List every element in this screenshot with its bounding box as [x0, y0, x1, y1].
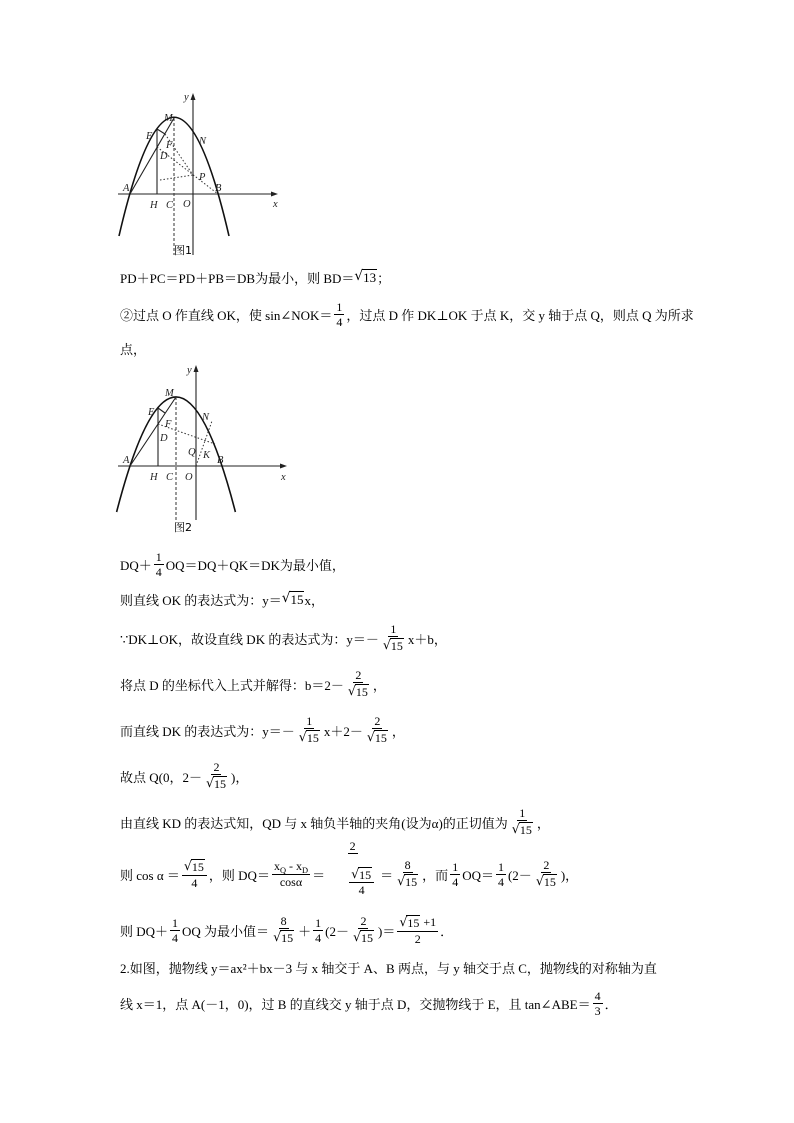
- square-root: [367, 730, 388, 745]
- x-axis-arrow: [280, 464, 287, 469]
- radicand: √ 15: [374, 731, 387, 746]
- text-segment: 则 DQ＋: [120, 923, 169, 939]
- text-segment: 则直线 OK 的表达式为：y＝: [120, 592, 282, 608]
- fraction-denominator: [365, 729, 390, 745]
- text-segment: ②过点 O 作直线 OK，使 sin∠NOK＝: [120, 307, 333, 323]
- fraction-denominator: [327, 854, 378, 909]
- fraction-numerator: [182, 859, 207, 876]
- label-a: A: [123, 183, 130, 194]
- label-m: M: [165, 388, 174, 399]
- fraction-denominator: 4: [497, 874, 504, 889]
- label-b: B: [215, 183, 222, 194]
- subscript: Q: [279, 866, 287, 876]
- text-segment: 则 cos α ＝: [120, 867, 180, 883]
- label-e: E: [146, 131, 153, 142]
- fraction-denominator: 4: [336, 314, 343, 329]
- fraction: [351, 915, 376, 945]
- label-x: x: [273, 199, 278, 210]
- fraction-numerator: [349, 867, 374, 884]
- solution-line-6: [120, 615, 447, 661]
- radicand: √ 15: [405, 875, 418, 890]
- fraction-numerator: 8: [280, 914, 287, 929]
- fraction: [510, 807, 535, 837]
- variable-x: x: [296, 859, 303, 874]
- fraction-numerator: [272, 860, 310, 874]
- figure-1-caption: 图1: [174, 244, 192, 257]
- segment-cp-dotted: [160, 175, 193, 180]
- square-root: [397, 874, 418, 889]
- subscript: D: [302, 866, 309, 876]
- fraction: [346, 669, 371, 699]
- radicand: √ 15: [360, 931, 373, 946]
- label-f: F: [166, 140, 173, 151]
- fraction: [170, 917, 180, 944]
- square-root: [354, 269, 377, 285]
- radicand: √ 15: [281, 931, 294, 946]
- figure-1-parabola-diagram: [115, 88, 290, 263]
- radicand: √ 15: [306, 731, 319, 746]
- square-root: [353, 930, 374, 945]
- fraction-denominator: 4: [358, 883, 365, 898]
- fraction: [272, 860, 310, 887]
- text-segment: 由直线 KD 的表达式知，QD 与 x 轴负半轴的夹角(设为α)的正切值为: [120, 815, 508, 831]
- fraction: [182, 859, 207, 889]
- label-a: A: [123, 455, 130, 466]
- fraction-numerator: [397, 915, 438, 932]
- fraction-numerator: 1: [315, 915, 322, 930]
- fraction: [334, 301, 344, 328]
- text-segment: ＝: [380, 867, 394, 883]
- text-segment: ∵DK⊥OK，故设直线 DK 的表达式为：y＝－: [120, 631, 379, 647]
- y-axis-arrow: [191, 93, 196, 100]
- text-segment: 而直线 DK 的表达式为：y＝－: [120, 723, 295, 739]
- label-q: Q: [188, 447, 196, 458]
- text-segment: (2－: [325, 923, 349, 939]
- operator: -: [286, 859, 297, 874]
- label-x: x: [281, 472, 286, 483]
- fraction-numerator: 1: [519, 806, 526, 821]
- text-segment: 点，: [120, 341, 147, 357]
- radicand: √ 15: [355, 685, 368, 700]
- text-segment: ，过点 D 作 DK⊥OK 于点 K，交 y 轴于点 Q，则点 Q 为所求: [346, 307, 694, 323]
- fraction-numerator: 1: [172, 915, 179, 930]
- fraction: [154, 551, 164, 578]
- radicand: √ 13: [363, 270, 377, 286]
- fraction-denominator: 4: [191, 875, 198, 890]
- text-segment: 将点 D 的坐标代入上式并解得：b＝2－: [120, 677, 344, 693]
- fraction-denominator: 2: [414, 931, 421, 946]
- compound-fraction: [327, 840, 378, 909]
- text-segment: ；: [377, 270, 391, 286]
- fraction-numerator: 2: [543, 858, 550, 873]
- text-segment: ．: [440, 923, 454, 939]
- text-segment: x＋b，: [407, 631, 447, 647]
- fraction: [313, 917, 323, 944]
- radicand: √ 15: [290, 592, 304, 608]
- fraction-denominator: [204, 775, 229, 791]
- fraction-numerator: 2: [374, 714, 381, 729]
- fraction: [271, 915, 296, 945]
- fraction: [365, 715, 390, 745]
- square-root: [299, 730, 320, 745]
- fraction-denominator: cosα: [279, 874, 303, 889]
- label-h: H: [150, 200, 158, 211]
- text-segment: ＝: [312, 867, 326, 883]
- square-root: [273, 930, 294, 945]
- text-segment: 线 x＝1，点 A(－1，0)，过 B 的直线交 y 轴于点 D，交抛物线于 E，且 tan∠ABE＝: [120, 996, 591, 1012]
- label-b: B: [217, 455, 224, 466]
- label-e: E: [148, 407, 155, 418]
- fraction: [593, 990, 603, 1017]
- text-segment: (2－: [507, 867, 532, 883]
- text-segment: )，: [560, 867, 579, 883]
- segment-ef: [157, 129, 165, 134]
- radicand: √ 15: [191, 860, 204, 875]
- label-d: D: [160, 151, 168, 162]
- fraction-numerator: 1: [497, 859, 504, 874]
- figure-2-caption: 图2: [174, 521, 192, 534]
- solution-line-8: [120, 707, 405, 753]
- square-root: [282, 591, 305, 607]
- square-root: [536, 874, 557, 889]
- label-c: C: [166, 472, 174, 483]
- fraction: [450, 861, 460, 888]
- variable-x: x: [273, 859, 280, 874]
- fraction-denominator: [297, 729, 322, 745]
- figure-2-parabola-diagram: [115, 360, 295, 535]
- fraction-denominator: [346, 683, 371, 699]
- radicand: √ 15: [407, 916, 420, 931]
- fraction: [381, 623, 406, 653]
- square-root: [206, 776, 227, 791]
- fraction: [496, 861, 506, 888]
- radicand: √ 15: [214, 777, 226, 792]
- text-segment: 2.如图，抛物线 y＝ax²＋bx－3 与 x 轴交于 A、B 两点，与 y 轴交于点 C，抛物线的对称轴为直: [120, 960, 657, 976]
- y-axis-arrow: [194, 365, 199, 372]
- fraction-denominator: [395, 873, 420, 889]
- text-segment: ．: [604, 996, 618, 1012]
- square-root: [399, 915, 420, 930]
- fraction: [395, 859, 420, 889]
- fraction: [297, 715, 322, 745]
- fraction-numerator: 8: [404, 858, 411, 873]
- label-h: H: [150, 472, 158, 483]
- text-segment: 故点 Q(0，2－: [120, 769, 202, 785]
- solution-line-2: [120, 291, 694, 337]
- fraction-numerator: 1: [452, 859, 459, 874]
- text-segment: )，: [231, 769, 249, 785]
- text-segment: ＋: [298, 923, 312, 939]
- fraction-numerator: 2: [355, 668, 362, 683]
- radicand: √ 15: [390, 639, 403, 654]
- square-root: [348, 684, 369, 699]
- x-axis-arrow: [271, 192, 278, 197]
- label-y: y: [184, 92, 189, 103]
- numerator-rest: +1: [420, 915, 437, 930]
- fraction: [204, 761, 229, 791]
- fraction-denominator: [271, 929, 296, 945]
- radicand: √ 15: [543, 875, 556, 890]
- fraction-denominator: 4: [315, 930, 322, 945]
- label-y: y: [187, 365, 192, 376]
- label-n: N: [199, 136, 207, 147]
- radicand: √ 15: [519, 823, 532, 838]
- fraction-numerator: 2: [349, 838, 356, 853]
- solution-line-10: [120, 799, 550, 845]
- problem-2-line-2: [120, 980, 618, 1026]
- label-f: F: [165, 419, 172, 430]
- radicand: √ 15: [359, 867, 372, 882]
- label-o: O: [185, 472, 193, 483]
- text-segment: OQ＝DQ＋QK＝DK为最小值，: [165, 557, 345, 573]
- segment-ef: [158, 408, 165, 413]
- fraction-numerator: 2: [213, 760, 220, 775]
- text-segment: )＝: [377, 923, 396, 939]
- text-segment: ，而: [422, 867, 449, 883]
- solution-line-9: [120, 753, 248, 799]
- label-p: P: [199, 172, 206, 183]
- text-segment: ，: [391, 723, 405, 739]
- fraction-numerator: 4: [594, 988, 601, 1003]
- fraction-denominator: [534, 873, 559, 889]
- fraction-denominator: [351, 929, 376, 945]
- square-root: [383, 638, 404, 653]
- fraction-denominator: [381, 637, 406, 653]
- text-segment: ，则 DQ＝: [208, 867, 270, 883]
- square-root: [351, 867, 372, 882]
- solution-line-7: [120, 661, 386, 707]
- text-segment: ，: [536, 815, 550, 831]
- fraction: [397, 915, 438, 945]
- text-segment: x，: [304, 592, 324, 608]
- text-segment: ，: [372, 677, 386, 693]
- fraction: [534, 859, 559, 889]
- fraction-numerator: 1: [306, 714, 313, 729]
- fraction-denominator: 3: [594, 1003, 601, 1018]
- label-k: K: [203, 450, 211, 461]
- fraction-numerator: 1: [336, 299, 343, 314]
- solution-line-11: [120, 838, 579, 898]
- fraction-denominator: [510, 821, 535, 837]
- fraction: [349, 867, 374, 897]
- text-segment: PD＋PC＝PD＋PB＝DB为最小，则 BD＝: [120, 270, 355, 286]
- text-segment: x＋2－: [323, 723, 363, 739]
- fraction-numerator: 1: [155, 549, 162, 564]
- label-c: C: [166, 200, 174, 211]
- text-segment: OQ＝: [462, 867, 494, 883]
- square-root: [184, 859, 205, 874]
- label-d: D: [160, 433, 168, 444]
- label-n: N: [202, 412, 210, 423]
- fraction-denominator: 4: [172, 930, 179, 945]
- fraction-denominator: 4: [155, 564, 162, 579]
- text-segment: OQ 为最小值＝: [182, 923, 270, 939]
- fraction-denominator: 4: [452, 874, 459, 889]
- fraction-numerator: 1: [390, 622, 397, 637]
- text-segment: DQ＋: [120, 557, 152, 573]
- label-o: O: [183, 199, 191, 210]
- label-m: M: [164, 113, 173, 124]
- square-root: [512, 822, 533, 837]
- fraction-numerator: 2: [360, 914, 367, 929]
